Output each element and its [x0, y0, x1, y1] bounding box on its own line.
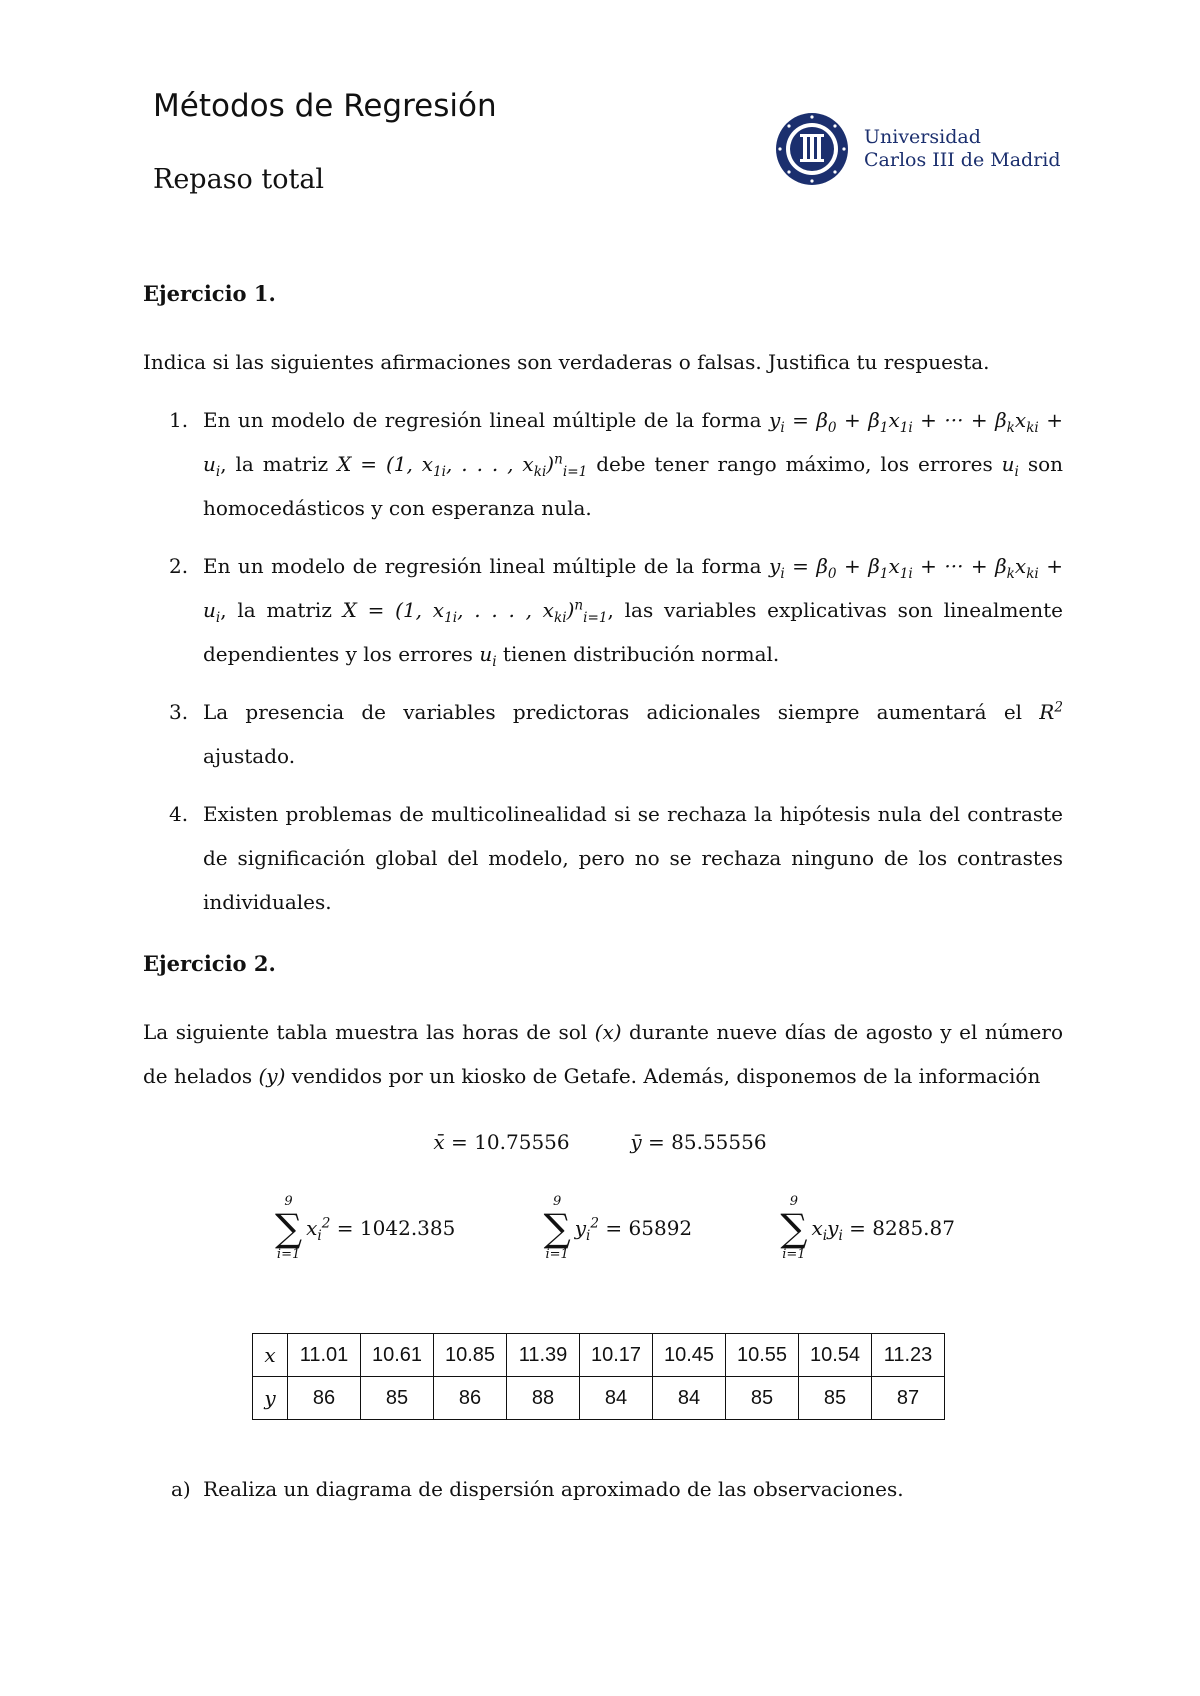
table-cell: 10.45 [653, 1334, 726, 1377]
design-matrix: X = (1, $x_{1i}$, . . . , $x_{ki})^n_{i=1}$ [337, 451, 588, 480]
table-row [253, 1334, 945, 1377]
university-name-line2: Carlos III de Madrid [864, 149, 1061, 171]
design-matrix: X = (1, $x_{1i}$, . . . , $x_{ki})^n_{i=1}$ [342, 597, 608, 626]
part-a-label: a) [171, 1477, 191, 1501]
table-cell: 84 [580, 1377, 653, 1420]
exercise-2-heading: Ejercicio 2. [143, 951, 276, 976]
list-item: 1. En un modelo de regresión lineal múltiple de la forma $y_i = \beta_0 + \beta_1x_{1i}$ + ··· + $\beta_kx_{ki} + u_i$, la matriz X = (1, $x_{1i}$, . . . , $x_{ki})^n_{i=1}$ debe tener rango máximo, los errores $u_i$ son homocedásticos y con esperanza nula. [169, 408, 1063, 520]
table-cell: 11.39 [507, 1334, 580, 1377]
university-name-line1: Universidad [864, 126, 981, 148]
table-cell: 10.85 [434, 1334, 507, 1377]
table-cell: 87 [872, 1377, 945, 1420]
means-line: x̄ = 10.75556 ȳ = 85.55556 [433, 1130, 767, 1154]
row-label-x: x [253, 1334, 288, 1377]
table-row [253, 1377, 945, 1420]
sum-xy: 9 ∑ i=1 $x_iy_i$ = 8285.87 [780, 1194, 955, 1262]
data-table [252, 1333, 945, 1420]
table-cell: 10.61 [361, 1334, 434, 1377]
table-cell: 85 [799, 1377, 872, 1420]
list-item: 3. La presencia de variables predictoras adicionales siempre aumentará el $R^2$ ajustado. [169, 699, 1064, 768]
table-cell: 84 [653, 1377, 726, 1420]
exercise-1-list [143, 398, 1063, 938]
university-seal-icon [774, 111, 850, 187]
model-equation: $y_i = \beta_0 + \beta_1x_{1i}$ + ··· + $\beta_kx_{ki} + u_i$ [203, 408, 1063, 480]
row-label-y: y [253, 1377, 288, 1420]
sum-x2: 9 ∑ i=1 $x_i^2$ = 1042.385 [275, 1194, 456, 1262]
document-subtitle: Repaso total [153, 164, 325, 195]
list-item: 2. En un modelo de regresión lineal múltiple de la forma $y_i = \beta_0 + \beta_1x_{1i}$ + ··· + $\beta_kx_{ki} + u_i$, la matriz X = (1, $x_{1i}$, . . . , $x_{ki})^n_{i=1}$, las variables explicativas son linealmente dependientes y los errores $u_i$ tienen distribución normal. [169, 554, 1064, 670]
table-cell: 10.54 [799, 1334, 872, 1377]
y-mean: 85.55556 [671, 1130, 767, 1154]
table-cell: 11.23 [872, 1334, 945, 1377]
table-cell: 10.17 [580, 1334, 653, 1377]
table-cell: 88 [507, 1377, 580, 1420]
table-cell: 86 [434, 1377, 507, 1420]
exercise-1-heading: Ejercicio 1. [143, 281, 276, 306]
table-cell: 10.55 [726, 1334, 799, 1377]
sum-y2: 9 ∑ i=1 $y_i^2$ = 65892 [543, 1194, 693, 1262]
table-cell: 85 [726, 1377, 799, 1420]
course-title: Métodos de Regresión [153, 88, 497, 124]
exercise-1-intro: Indica si las siguientes afirmaciones son verdaderas o falsas. Justifica tu respuesta. [143, 350, 990, 374]
exercise-2-intro: La siguiente tabla muestra las horas de sol (x) durante nueve días de agosto y el número de helados (y) vendidos por un kiosko de Getafe. Además, disponemos de la información [143, 1020, 1063, 1088]
table-cell: 86 [288, 1377, 361, 1420]
part-a-text: Realiza un diagrama de dispersión aproximado de las observaciones. [203, 1477, 904, 1501]
table-cell: 11.01 [288, 1334, 361, 1377]
x-mean: 10.75556 [474, 1130, 570, 1154]
model-equation: $y_i = \beta_0 + \beta_1x_{1i}$ + ··· + $\beta_kx_{ki} + u_i$ [203, 554, 1063, 626]
list-item: 4. Existen problemas de multicolinealidad si se rechaza la hipótesis nula del contraste de significación global del modelo, pero no se rechaza ninguno de los contrastes individuales. [169, 802, 1063, 914]
part-a [171, 1467, 1071, 1511]
sums-line [275, 1195, 955, 1261]
table-cell: 85 [361, 1377, 434, 1420]
university-logo [774, 111, 1061, 187]
